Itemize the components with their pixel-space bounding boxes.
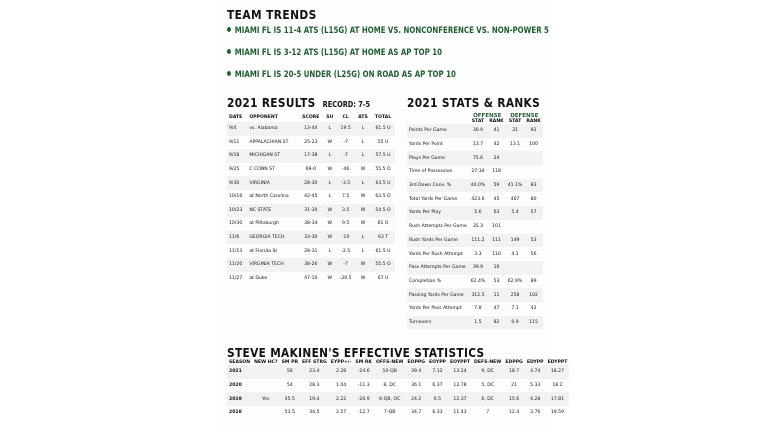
table-row: [407, 165, 543, 179]
table-cell: 57: [524, 206, 543, 220]
table-cell: Rush Yards Per Game: [407, 234, 469, 248]
table-cell: 1.04: [335, 383, 347, 389]
table-row: [407, 247, 543, 261]
table-cell: 56: [530, 251, 537, 257]
table-cell: 28.3: [309, 383, 320, 389]
column-header: EOYPPT: [449, 360, 471, 365]
table-cell: 7.12: [427, 365, 448, 379]
table-cell: 5.4: [506, 206, 525, 220]
table-cell: 34.5: [309, 410, 320, 416]
table-cell: 24: [487, 151, 506, 165]
table-cell: 9/11: [229, 139, 240, 145]
table-cell: Turnovers: [407, 316, 469, 330]
table-cell: 15.6: [503, 392, 524, 406]
table-cell: 42: [493, 142, 500, 148]
table-cell: 6, DC: [472, 392, 503, 406]
table-row: [407, 206, 543, 220]
table-cell: 7.8: [474, 306, 482, 312]
table-cell: W: [323, 204, 336, 218]
table-cell: 13.24: [448, 365, 472, 379]
table-cell: at Pittsburgh: [249, 221, 279, 227]
table-cell: 8, DC: [383, 383, 396, 389]
table-row: [407, 288, 543, 302]
table-cell: 11/13: [229, 248, 243, 254]
table-row: [227, 217, 395, 231]
table-row: [407, 316, 543, 330]
table-row: [227, 190, 395, 204]
table-cell: 42: [530, 306, 537, 312]
column-header: EOPPG: [407, 360, 425, 365]
table-cell: L: [328, 248, 332, 254]
table-cell: 3.76: [530, 410, 541, 416]
defense-header: DEFENSE: [510, 113, 539, 119]
table-cell: 6.37: [432, 383, 443, 389]
table-cell: [524, 151, 543, 165]
table-cell: 6.33: [432, 410, 443, 416]
table-cell: 36.1: [411, 383, 422, 389]
column-header: ATS: [358, 115, 368, 120]
table-cell: [524, 261, 543, 275]
table-cell: L: [323, 149, 336, 163]
column-header: DEFS-NEW: [474, 360, 502, 365]
table-row: [227, 149, 395, 163]
table-cell: 21: [511, 383, 518, 389]
column-header: EDPPG: [505, 360, 523, 365]
table-cell: L: [355, 176, 371, 190]
column-header: SEASON: [229, 360, 251, 365]
table-cell: -10: [336, 231, 355, 245]
table-cell: Pass Attempts Per Game: [407, 261, 469, 275]
table-cell: 41: [487, 124, 506, 138]
table-cell: 83: [524, 179, 543, 193]
table-cell: W: [355, 258, 371, 272]
table-cell: 62.4%: [470, 278, 486, 284]
table-cell: L: [323, 122, 336, 136]
table-row: [227, 258, 395, 272]
table-cell: W: [327, 167, 333, 173]
table-cell: 13.1: [509, 142, 521, 148]
table-cell: 63: [487, 206, 506, 220]
table-cell: 10/16: [229, 194, 243, 200]
table-cell: 63.5 O: [375, 194, 391, 200]
column-header: CL: [342, 115, 349, 120]
table-row: [407, 234, 543, 248]
trend-text: MIAMI FL IS 20-5 UNDER (L25G) ON ROAD AS AP TOP 10: [234, 70, 456, 80]
table-cell: 27:34: [471, 169, 485, 175]
table-cell: 2019: [227, 392, 252, 406]
table-cell: VIRGINIA TECH: [247, 258, 298, 272]
table-cell: -20.5: [339, 275, 352, 281]
table-cell: 1.5: [469, 316, 488, 330]
table-cell: L: [323, 176, 336, 190]
table-cell: Passing Yards Per Game: [407, 288, 469, 302]
table-cell: 18.7: [503, 365, 524, 379]
trend-text: MIAMI FL IS 11-4 ATS (L15G) AT HOME VS. NONCONFERENCE VS. NON-POWER 5: [234, 26, 549, 36]
table-cell: W: [327, 139, 333, 145]
table-cell: 407: [510, 196, 520, 202]
table-cell: 59: [487, 179, 506, 193]
results-title: [227, 96, 370, 110]
table-row: [227, 272, 395, 286]
table-cell: 3rd Down Conv. %: [407, 179, 469, 193]
table-row: [407, 192, 543, 206]
table-cell: [252, 379, 280, 393]
table-cell: 82: [487, 316, 506, 330]
table-cell: 5.6: [469, 206, 488, 220]
table-cell: 4.1: [511, 251, 519, 257]
table-cell: 2021: [227, 365, 252, 379]
table-cell: 57.5 U: [371, 149, 395, 163]
table-row: [227, 244, 395, 258]
table-cell: NC STATE: [247, 204, 298, 218]
table-row: [407, 302, 543, 316]
table-row: [227, 406, 569, 420]
table-cell: 55 U: [377, 139, 389, 145]
table-cell: 33-30: [298, 231, 323, 245]
table-cell: 258: [506, 288, 525, 302]
table-cell: 10/30: [229, 221, 243, 227]
table-cell: 11.43: [453, 410, 467, 416]
table-cell: 17-38: [298, 149, 323, 163]
table-cell: -46: [341, 167, 350, 173]
table-cell: -3.5: [336, 176, 355, 190]
table-cell: 9.5: [342, 221, 350, 227]
table-cell: 9/30: [227, 176, 247, 190]
table-cell: Points Per Game: [407, 124, 469, 138]
trend-item: [227, 48, 442, 58]
table-cell: 62.9%: [507, 278, 523, 284]
table-row: [227, 122, 395, 136]
table-cell: vs. Alabama: [247, 122, 298, 136]
table-cell: Yes: [252, 392, 280, 406]
table-cell: at Duke: [249, 275, 268, 281]
table-cell: 11/20: [227, 258, 247, 272]
table-cell: 61.5 U: [371, 122, 395, 136]
column-header: TOTAL: [374, 115, 392, 120]
table-cell: -7: [336, 149, 355, 163]
table-cell: 5.33: [530, 383, 541, 389]
table-cell: 12.4: [508, 410, 520, 416]
table-cell: L: [355, 149, 371, 163]
bullet-icon: [227, 71, 231, 76]
table-cell: W: [360, 194, 366, 200]
column-header: SCORE: [302, 115, 320, 120]
table-cell: L: [361, 248, 365, 254]
table-cell: -7: [343, 139, 348, 145]
table-cell: 54: [286, 383, 293, 389]
table-cell: 39.9: [469, 261, 488, 275]
table-cell: 35.3: [472, 224, 484, 230]
table-cell: 45: [493, 196, 500, 202]
table-cell: 13-44: [298, 122, 323, 136]
table-cell: 89: [530, 278, 537, 284]
table-cell: 102: [524, 288, 543, 302]
table-cell: 118: [492, 169, 501, 175]
stat-header: STAT: [508, 119, 522, 124]
table-cell: 9/4: [227, 122, 247, 136]
table-cell: 30.9: [469, 124, 488, 138]
table-cell: L: [361, 139, 365, 145]
table-cell: 3.3: [474, 251, 482, 257]
table-cell: 39.4: [405, 365, 427, 379]
table-cell: 11: [487, 288, 506, 302]
column-header: OFFS-NEW: [375, 360, 404, 365]
table-cell: at Florida St: [249, 248, 278, 254]
table-cell: 12.78: [453, 383, 467, 389]
table-cell: 17.81: [546, 392, 570, 406]
table-cell: 63.5 U: [371, 176, 395, 190]
table-cell: MICHIGAN ST: [247, 149, 298, 163]
table-row: [407, 179, 543, 193]
rank-header: RANK: [526, 119, 541, 124]
table-cell: 10-QB: [374, 365, 405, 379]
table-cell: L: [355, 122, 371, 136]
table-cell: 55.5 O: [375, 167, 391, 173]
table-cell: 19.5: [336, 122, 355, 136]
column-header: NEW HC?: [254, 360, 278, 365]
table-cell: 45.5: [280, 392, 300, 406]
table-cell: -11.3: [357, 383, 370, 389]
bullet-icon: [227, 49, 231, 54]
table-cell: 69-0: [305, 167, 317, 173]
table-cell: [252, 406, 280, 420]
table-cell: 92: [524, 124, 543, 138]
table-cell: 12.37: [448, 392, 472, 406]
table-cell: 111: [487, 234, 506, 248]
table-cell: 61.5 U: [375, 248, 391, 254]
table-cell: Yards Per Rush Attempt: [409, 251, 463, 257]
table-cell: W: [323, 231, 336, 245]
table-cell: 312.5: [469, 288, 488, 302]
table-cell: 63 T: [371, 231, 395, 245]
table-cell: 61 O: [377, 221, 389, 227]
table-cell: [252, 365, 280, 379]
table-cell: Yards Per Point: [409, 142, 443, 148]
table-cell: at North Carolina: [249, 194, 289, 200]
table-cell: 28-30: [298, 176, 323, 190]
table-row: [407, 261, 543, 275]
table-cell: 54.5 O: [371, 204, 395, 218]
table-cell: 53: [493, 278, 500, 284]
table-cell: 11/27: [229, 275, 243, 281]
results-table: [227, 113, 395, 285]
table-cell: 4.28: [525, 392, 546, 406]
table-cell: -7: [336, 258, 355, 272]
table-cell: 53.5: [284, 410, 295, 416]
table-cell: 7.5: [342, 194, 350, 200]
column-header: DATE: [229, 115, 243, 120]
table-cell: 9/18: [227, 149, 247, 163]
table-cell: 4.74: [525, 365, 546, 379]
table-cell: W: [327, 275, 333, 281]
table-cell: 18.27: [546, 365, 570, 379]
table-cell: 47: [493, 306, 500, 312]
trend-text: MIAMI FL IS 3-12 ATS (L15G) AT HOME AS AP TOP 10: [234, 48, 443, 58]
offense-header: OFFENSE: [473, 113, 502, 119]
table-cell: Completion %: [409, 278, 442, 284]
table-cell: 55.5 O: [371, 258, 395, 272]
table-cell: 115: [524, 316, 543, 330]
table-cell: W: [327, 221, 333, 227]
results-title-text: 2021 RESULTS: [227, 96, 316, 110]
table-cell: 2.22: [329, 392, 354, 406]
table-cell: 42-45: [304, 194, 318, 200]
table-cell: 2.28: [329, 365, 354, 379]
table-cell: 7-QB: [383, 410, 396, 416]
table-cell: 38-26: [298, 258, 323, 272]
table-cell: GEORGIA TECH: [247, 231, 298, 245]
table-cell: 31: [506, 124, 525, 138]
table-cell: 2020: [229, 383, 242, 389]
table-cell: 80: [530, 196, 537, 202]
table-cell: 2018: [229, 410, 242, 416]
table-row: [227, 392, 569, 406]
table-row: [227, 365, 569, 379]
table-cell: 13.7: [472, 142, 484, 148]
table-cell: 7: [486, 410, 490, 416]
table-row: [227, 379, 569, 393]
table-row: [407, 138, 543, 152]
stats-title: 2021 STATS & RANKS: [407, 96, 541, 110]
table-cell: 25-23: [304, 139, 318, 145]
column-header: EOYPP: [428, 360, 446, 365]
table-cell: 24.2: [405, 392, 427, 406]
table-row: [407, 151, 543, 165]
record-label: RECORD: 7-5: [322, 100, 371, 109]
table-cell: L: [328, 194, 332, 200]
table-cell: Plays Per Game: [407, 151, 469, 165]
team-trends-title: TEAM TRENDS: [227, 7, 317, 22]
column-header: EYPP+/-: [330, 360, 352, 365]
column-header: OPPONENT: [249, 115, 278, 120]
table-cell: -12.7: [357, 410, 370, 416]
table-cell: 53: [524, 234, 543, 248]
table-cell: [524, 220, 543, 234]
table-cell: 110: [492, 251, 501, 257]
column-header: EDYPPT: [547, 360, 568, 365]
table-cell: -24.6: [353, 365, 374, 379]
table-cell: 34.7: [411, 410, 422, 416]
table-cell: 19.4: [300, 392, 329, 406]
table-cell: 56: [280, 365, 300, 379]
table-cell: Time of Possession: [409, 169, 453, 175]
table-cell: [506, 151, 525, 165]
table-cell: 10: [487, 261, 506, 275]
table-cell: 6-QB, OC: [374, 392, 405, 406]
table-cell: 28-31: [304, 248, 318, 254]
table-cell: 5, DC: [481, 383, 494, 389]
table-row: [227, 136, 395, 150]
table-cell: 10/23: [227, 204, 247, 218]
table-row: [227, 176, 395, 190]
table-cell: Total Yards Per Game: [409, 196, 458, 202]
column-header: SM RK: [355, 360, 372, 365]
table-cell: 40.0%: [469, 179, 488, 193]
table-row: [227, 231, 395, 245]
effective-stats-table: [227, 360, 569, 420]
table-cell: 6.5: [427, 392, 448, 406]
table-cell: 101: [492, 224, 501, 230]
table-row: [407, 275, 543, 289]
column-header: SM PR: [281, 360, 298, 365]
table-cell: W: [355, 204, 371, 218]
table-cell: 19.59: [550, 410, 565, 416]
table-cell: 149: [506, 234, 525, 248]
effective-title: STEVE MAKINEN'S EFFECTIVE STATISTICS: [227, 346, 485, 360]
table-cell: C CONN ST: [249, 167, 275, 173]
trend-item: [227, 70, 456, 80]
results-header-row: [227, 113, 395, 122]
table-cell: APPALACHIAN ST: [249, 139, 289, 145]
table-cell: Rush Attempts Per Game: [409, 224, 467, 230]
table-cell: [506, 261, 525, 275]
bullet-icon: [227, 27, 231, 32]
table-cell: 41.1%: [506, 179, 525, 193]
column-header: EFF STRG: [301, 360, 327, 365]
table-cell: 423.6: [471, 196, 485, 202]
table-cell: Yards Per Pass Attempt: [409, 306, 462, 312]
table-cell: W: [360, 167, 366, 173]
table-cell: [506, 220, 525, 234]
table-cell: 2.57: [335, 410, 347, 416]
table-cell: 23.4: [300, 365, 329, 379]
table-cell: 9/25: [229, 167, 240, 173]
table-cell: L: [355, 231, 371, 245]
column-header: EDYPP: [526, 360, 544, 365]
table-cell: 3.5: [336, 204, 355, 218]
table-row: [407, 124, 543, 138]
table-cell: VIRGINIA: [247, 176, 298, 190]
table-cell: 67 U: [377, 275, 389, 281]
table-cell: 111.2: [469, 234, 488, 248]
table-cell: 18.2: [552, 383, 563, 389]
stats-table: [407, 113, 543, 329]
table-cell: [524, 165, 543, 179]
table-cell: 38-34: [304, 221, 318, 227]
table-cell: [506, 165, 525, 179]
stat-header: STAT: [471, 119, 485, 124]
table-cell: -20.9: [353, 392, 374, 406]
table-cell: 47-10: [304, 275, 318, 281]
rank-header: RANK: [489, 119, 504, 124]
table-cell: 11/6: [227, 231, 247, 245]
table-row: [227, 163, 395, 177]
table-cell: 9, DC: [472, 365, 503, 379]
table-cell: Yards Per Play: [407, 206, 469, 220]
table-cell: W: [323, 258, 336, 272]
table-cell: 0.9: [506, 316, 525, 330]
table-row: [407, 220, 543, 234]
table-cell: -2.5: [341, 248, 351, 254]
table-cell: 31-30: [298, 204, 323, 218]
table-cell: W: [360, 275, 366, 281]
table-cell: 7.1: [511, 306, 519, 312]
table-cell: 75.6: [469, 151, 488, 165]
trend-item: [227, 26, 549, 36]
table-row: [227, 204, 395, 218]
table-cell: W: [360, 221, 366, 227]
column-header: SU: [326, 115, 334, 120]
table-cell: 100: [529, 142, 538, 148]
